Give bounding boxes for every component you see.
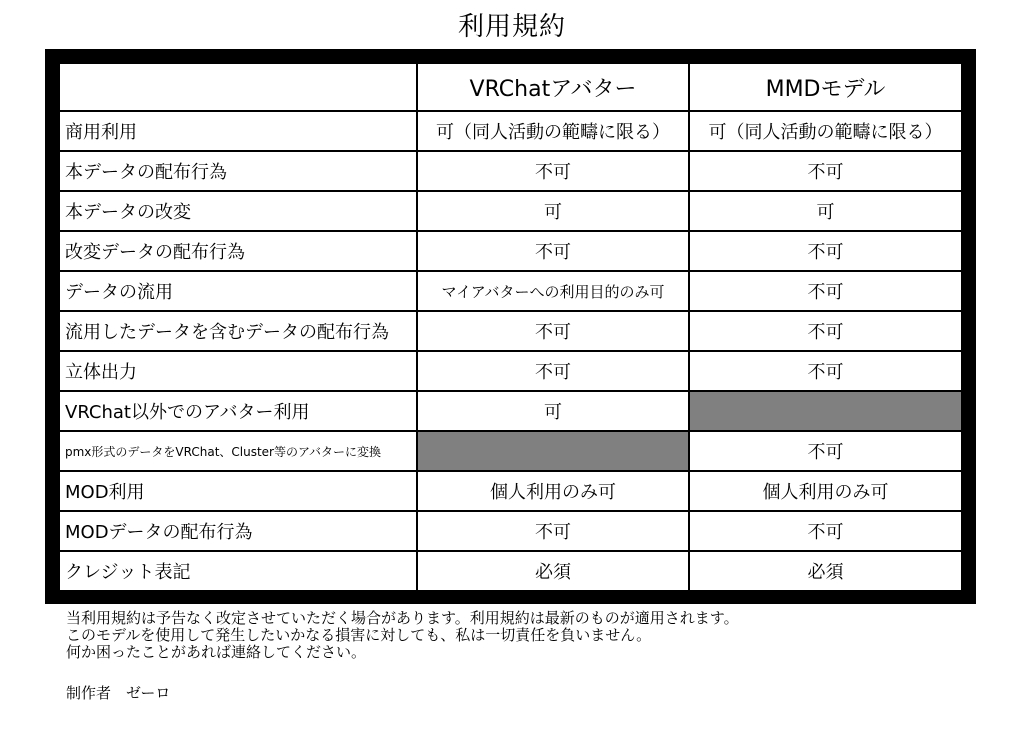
mmd-value: 不可 (689, 311, 962, 351)
mmd-value-not-applicable (689, 391, 962, 431)
table-header-row (59, 63, 962, 111)
row-label: VRChat以外でのアバター利用 (59, 391, 417, 431)
mmd-value: 必須 (689, 551, 962, 591)
table-row (59, 231, 962, 271)
vrchat-value: 個人利用のみ可 (417, 471, 689, 511)
mmd-value: 不可 (689, 431, 962, 471)
vrchat-value: 不可 (417, 511, 689, 551)
author-credit: 制作者 ゼーロ (66, 684, 171, 702)
mmd-value: 不可 (689, 151, 962, 191)
row-label: データの流用 (59, 271, 417, 311)
row-label: MOD利用 (59, 471, 417, 511)
row-label: 改変データの配布行為 (59, 231, 417, 271)
vrchat-value: 必須 (417, 551, 689, 591)
table-row (59, 351, 962, 391)
row-label: MODデータの配布行為 (59, 511, 417, 551)
notes (66, 610, 739, 661)
row-label: pmx形式のデータをVRChat、Cluster等のアバターに変換 (59, 431, 417, 471)
vrchat-value: 可（同人活動の範疇に限る） (417, 111, 689, 151)
vrchat-value: マイアバターへの利用目的のみ可 (417, 271, 689, 311)
table-row (59, 391, 962, 431)
terms-table-frame (45, 49, 976, 604)
table-row (59, 191, 962, 231)
table-row (59, 511, 962, 551)
row-label: 本データの改変 (59, 191, 417, 231)
mmd-value: 個人利用のみ可 (689, 471, 962, 511)
vrchat-value: 不可 (417, 151, 689, 191)
vrchat-value: 可 (417, 191, 689, 231)
table-row (59, 271, 962, 311)
header-mmd-model: MMDモデル (689, 63, 962, 111)
mmd-value: 不可 (689, 351, 962, 391)
table-row (59, 311, 962, 351)
vrchat-value: 可 (417, 391, 689, 431)
mmd-value: 不可 (689, 511, 962, 551)
note-line: このモデルを使用して発生したいかなる損害に対しても、私は一切責任を負いません。 (66, 626, 652, 644)
table-row (59, 431, 962, 471)
header-vrchat-avatar: VRChatアバター (417, 63, 689, 111)
row-label: 立体出力 (59, 351, 417, 391)
row-label: 流用したデータを含むデータの配布行為 (59, 311, 417, 351)
row-label: 本データの配布行為 (59, 151, 417, 191)
mmd-value: 可 (689, 191, 962, 231)
vrchat-value: 不可 (417, 351, 689, 391)
terms-table (58, 62, 963, 592)
vrchat-value: 不可 (417, 231, 689, 271)
vrchat-value: 不可 (417, 311, 689, 351)
mmd-value: 不可 (689, 231, 962, 271)
row-label: クレジット表記 (59, 551, 417, 591)
header-empty-cell (59, 63, 417, 111)
table-row (59, 111, 962, 151)
table-row (59, 151, 962, 191)
page-title: 利用規約 (457, 12, 566, 42)
note-line: 当利用規約は予告なく改定させていただく場合があります。利用規約は最新のものが適用されます。 (66, 609, 739, 627)
table-row (59, 471, 962, 511)
row-label: 商用利用 (59, 111, 417, 151)
mmd-value: 不可 (689, 271, 962, 311)
vrchat-value-not-applicable (417, 431, 689, 471)
note-line: 何か困ったことがあれば連絡してください。 (66, 643, 367, 661)
table-row (59, 551, 962, 591)
mmd-value: 可（同人活動の範疇に限る） (689, 111, 962, 151)
